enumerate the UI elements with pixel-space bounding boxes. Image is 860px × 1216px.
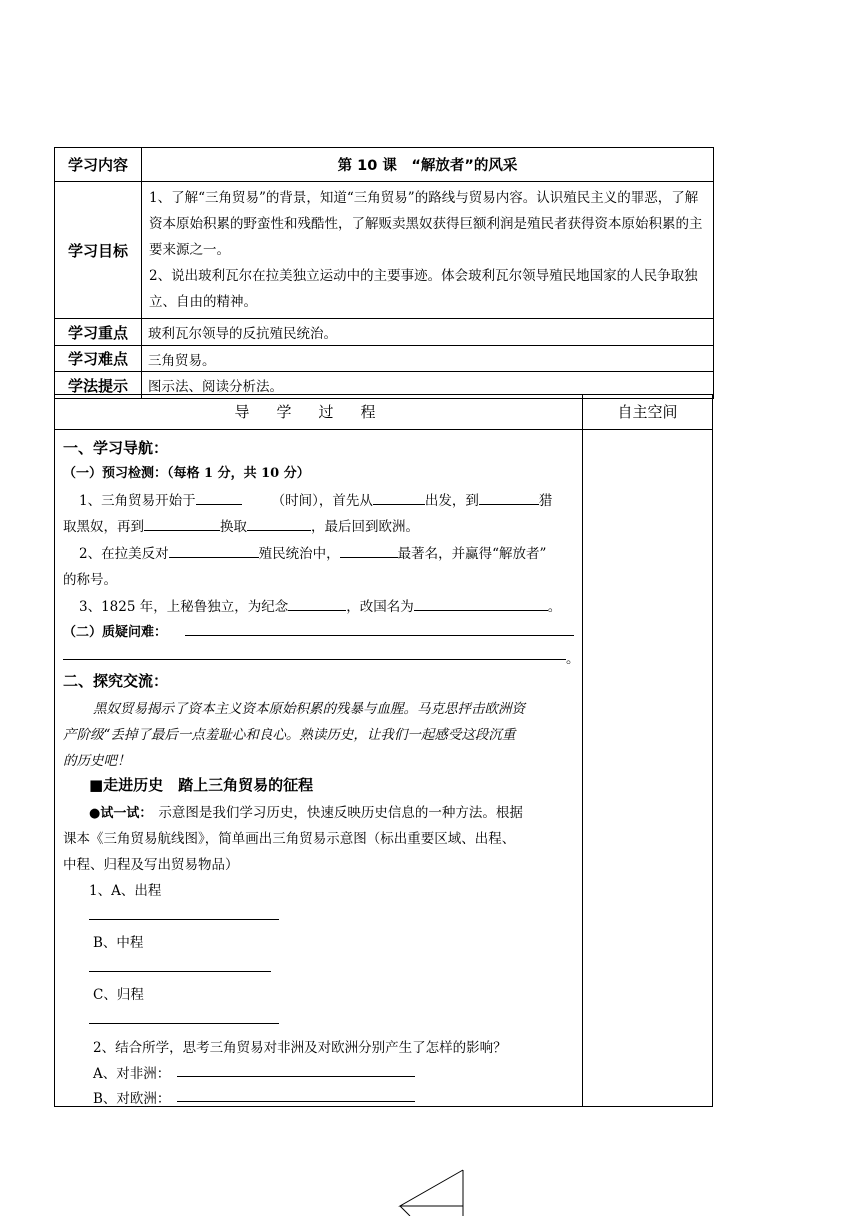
guide-header: 导学过程 [234,403,403,421]
focus-label: 学习重点 [55,319,142,346]
difficulty-label: 学习难点 [55,346,142,372]
try-text-1: 示意图是我们学习历史，快速反映历史信息的一种方法。根据 [158,805,523,821]
q2-text-b: 殖民统治中， [258,546,340,562]
section1-title: 一、学习导航： [63,439,169,457]
item-middle: B、中程 [93,935,144,951]
preview-check-label: （一）预习检测： [63,466,168,481]
content-label: 学习内容 [55,148,142,182]
q1-text-c: 出发，到 [424,493,479,509]
try-line-2: 课本《三角贸易航线图》，简单画出三角贸易示意图（标出重要区域、出程、 [63,831,516,847]
effect-europe-label: B、对欧洲： [93,1091,171,1107]
q3-text-c: 。 [547,599,562,615]
try-line-3: 中程、归程及写出贸易物品） [63,857,239,873]
q1-text-d: 猎 [538,493,553,509]
method-label: 学法提示 [55,372,142,399]
try-label: ●试一试： [89,806,153,821]
self-space-header: 自主空间 [617,403,678,421]
q2-text-a-real: 2、在拉美反对 [79,546,169,562]
q2-text-c: 最著名，并赢得“解放者” [397,546,547,562]
doubt-end-mark: 。 [566,651,580,667]
q1-text-b: （时间），首先从 [271,493,373,509]
effect-question: 2、结合所学，思考三角贸易对非洲及对欧洲分别产生了怎样的影响？ [93,1040,507,1056]
method-text: 图示法、阅读分析法。 [142,372,714,399]
q1-text-g: ，最后回到欧洲。 [311,519,419,535]
section2-title: 二、探究交流： [63,672,169,690]
q1-text-e: 取黑奴，再到 [63,519,144,535]
q3-text-a: 3、1825 年，上秘鲁独立，为纪念 [79,599,289,615]
question-2-line-2: 的称号。 [63,572,117,588]
focus-text: 玻利瓦尔领导的反抗殖民统治。 [142,319,714,346]
item-outbound: 1、A、出程 [89,883,162,899]
q3-text-b: ，改国名为 [346,599,414,615]
goals-label: 学习目标 [55,182,142,319]
intro-line-1: 黑奴贸易揭示了资本主义资本原始积累的残暴与血腥。马克思抨击欧洲资 [93,701,525,717]
goals-text-2: 2、说出玻利瓦尔在拉美独立运动中的主要事迹。体会玻利瓦尔领导殖民地国家的人民争取独立、自由的精神。 [149,268,698,310]
intro-line-2: 产阶级“丢掉了最后一点羞耻心和良心。熟读历史，让我们一起感受这段沉重 [63,727,516,743]
difficulty-text: 三角贸易。 [142,346,714,372]
preview-check-note: （每格 1 分，共 10 分） [167,466,310,481]
effect-africa-label: A、对非洲： [93,1066,171,1082]
question-doubt-label: （二）质疑问难： [63,625,168,640]
history-heading: ■走进历史 踏上三角贸易的征程 [89,776,314,794]
lesson-title: 第 10 课 “解放者”的风采 [142,148,714,182]
item-return: C、归程 [93,987,144,1003]
goals-text-1: 1、了解“三角贸易”的背景，知道“三角贸易”的路线与贸易内容。认识殖民主义的罪恶，了解资本原始积累的野蛮性和残酷性，了解贩卖黑奴获得巨额利润是殖民者获得资本原始积累的主要来源之一。 [149,190,703,258]
q1-text-a: 1、三角贸易开始于 [79,493,196,509]
intro-line-3: 的历史吧！ [63,753,131,769]
q1-text-f: 换取 [220,519,247,535]
